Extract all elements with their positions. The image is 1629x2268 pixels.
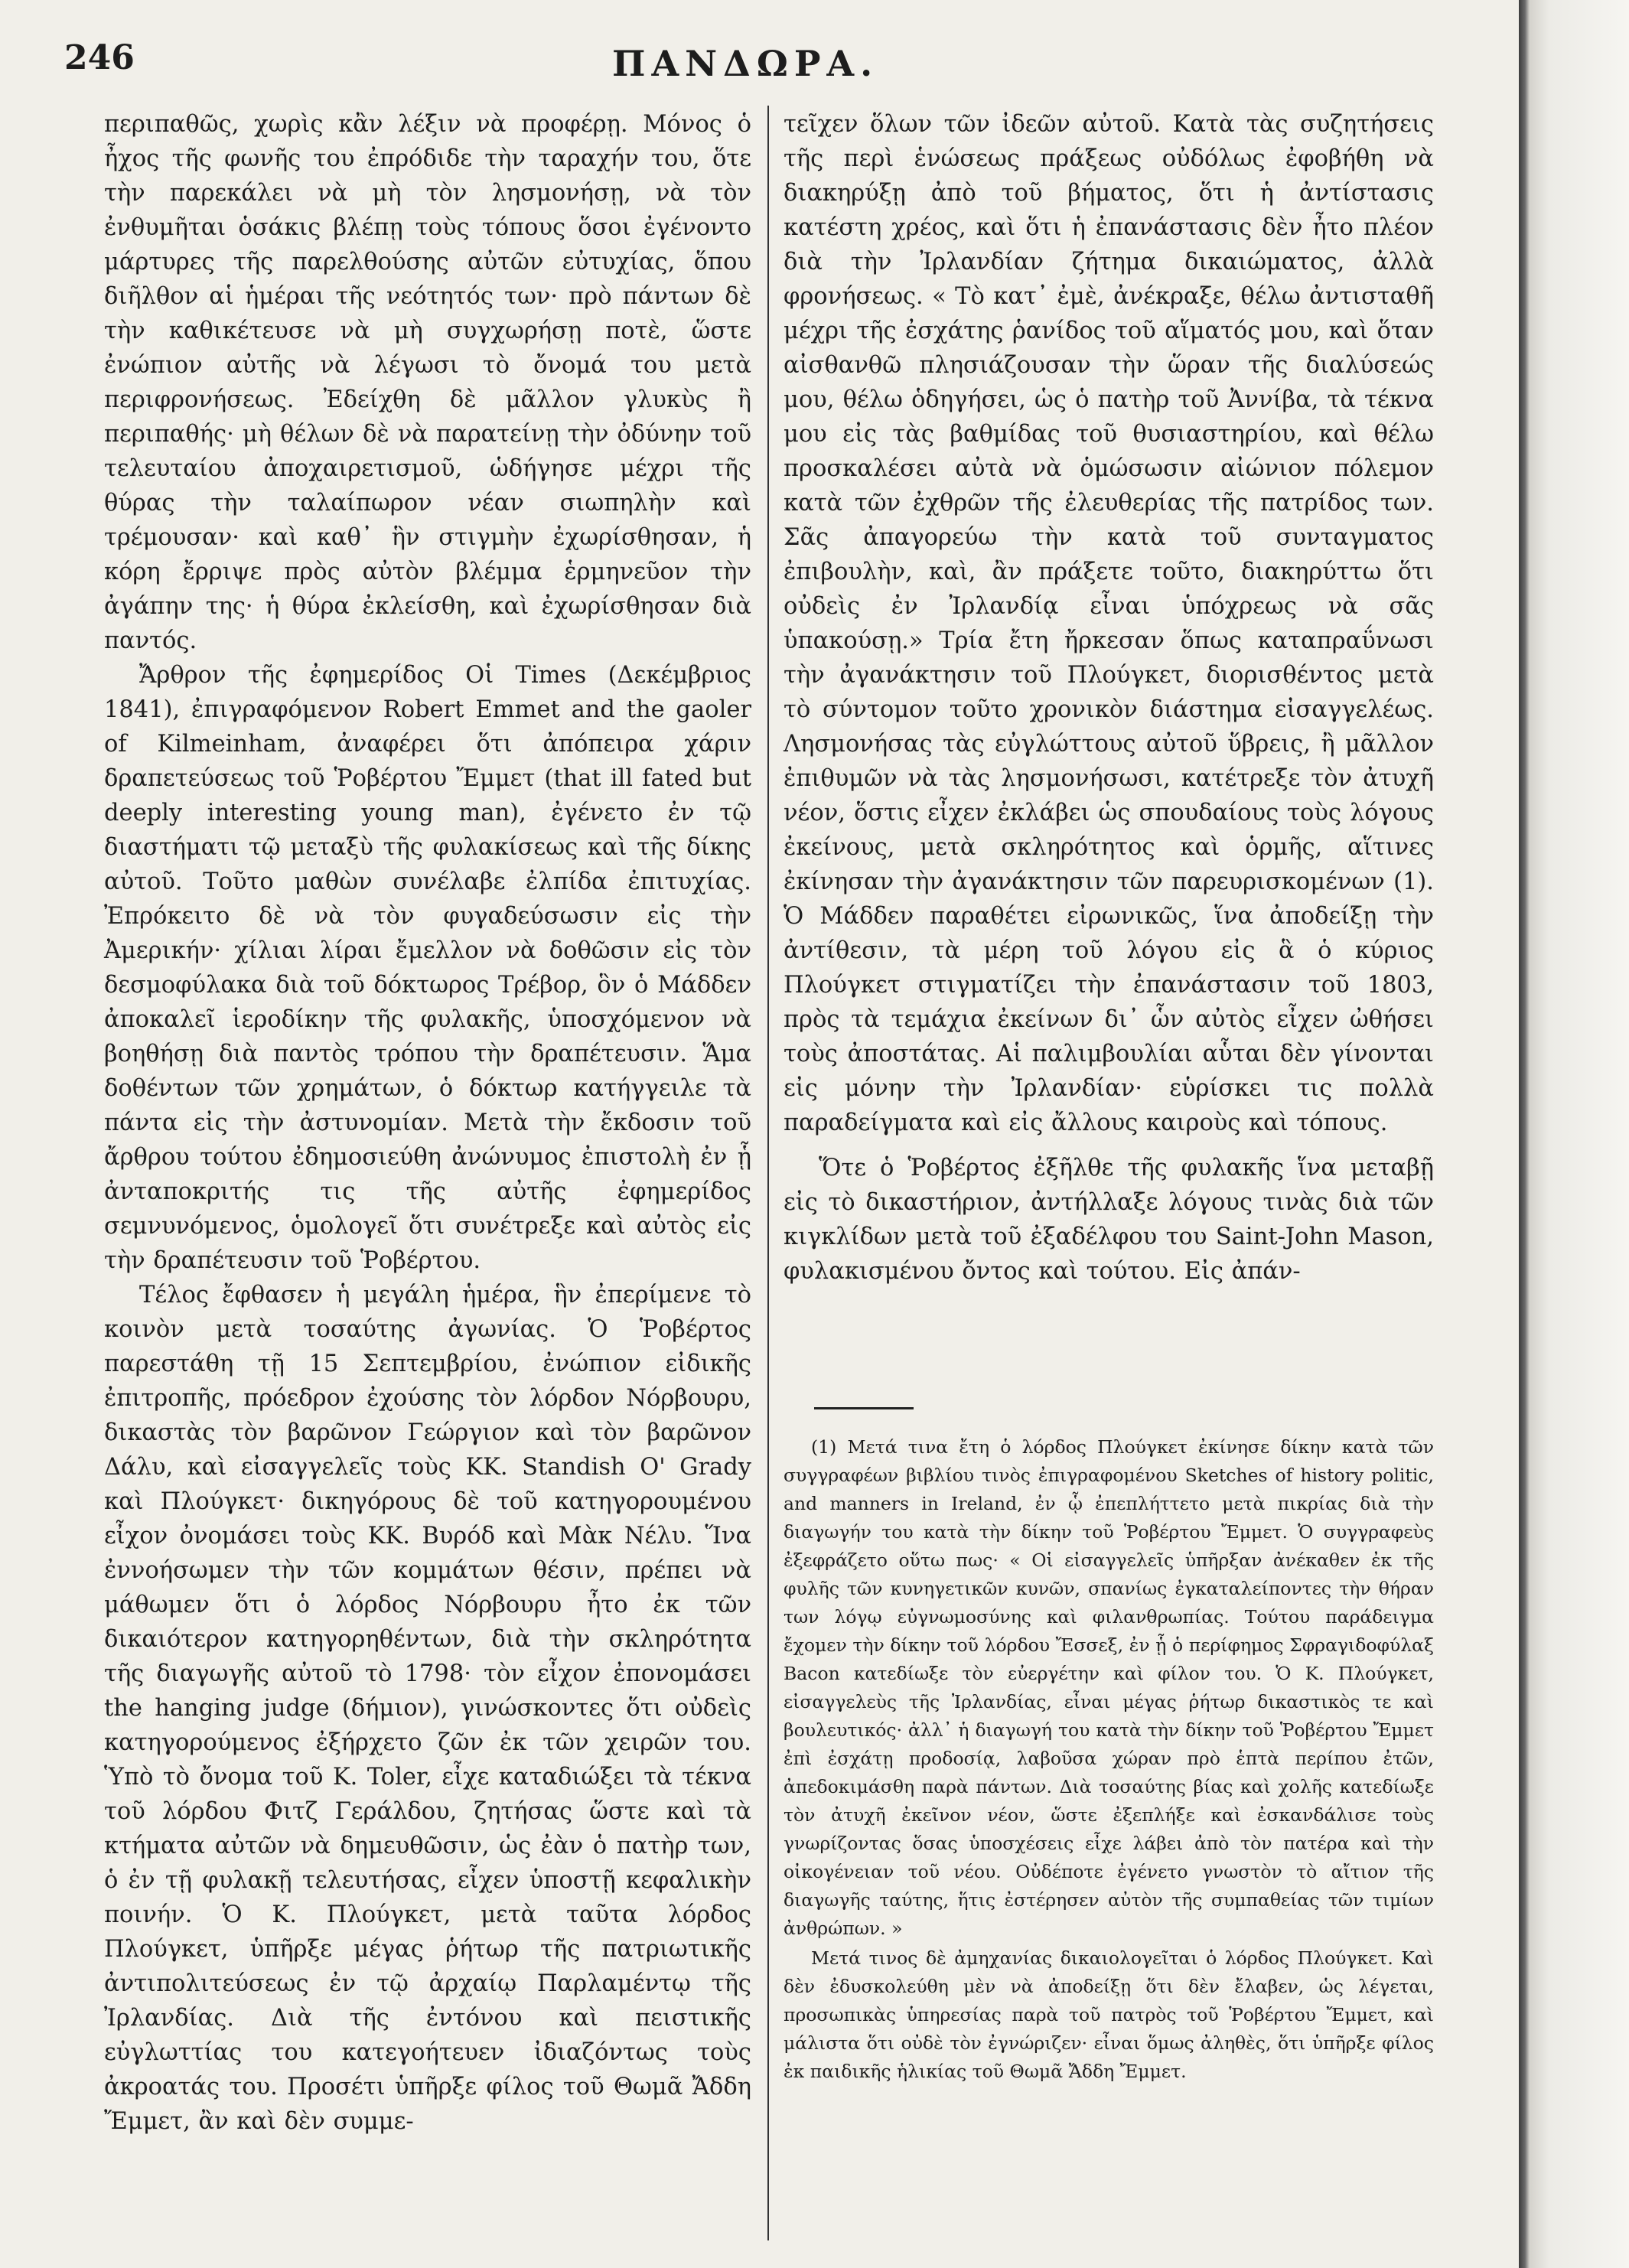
footnote-continuation: Μετά τινος δὲ ἀμηχανίας δικαιολογεῖται ὁ λόρδος Πλούγκετ. Καὶ δὲν ἐδυσκολεύθη μὲν νὰ ἀποδείξῃ ὅτι δὲν ἔλαβεν, ὡς λέγεται, προσωπικὰς ὑπηρεσίας παρὰ τοῦ πατρὸς τοῦ Ῥοβέρτου Ἔμμετ, καὶ μάλιστα ὅτι οὐδὲ τὸν ἐγνώριζεν· εἶναι ὅμως ἀληθὲς, ὅτι ὑπῆρξε φίλος ἐκ παιδικῆς ἡλικίας τοῦ Θωμᾶ Ἄδδη Ἔμμετ. — [784, 1947, 1434, 2082]
footnotes — [784, 1433, 1434, 2086]
right-column — [784, 107, 1434, 1289]
right-paragraph-1: τεῖχεν ὅλων τῶν ἰδεῶν αὐτοῦ. Κατὰ τὰς συζητήσεις τῆς περὶ ἑνώσεως πράξεως οὐδόλως ἐφοβήθη νὰ διακηρύξῃ ἀπὸ τοῦ βήματος, ὅτι ἡ ἀντίστασις κατέστη χρέος, καὶ ὅτι ἡ ἐπανάστασις δὲν ἦτο πλέον διὰ τὴν Ἰρλανδίαν ζήτημα δικαιώματος, ἀλλὰ φρονήσεως. « Τὸ κατ᾽ ἐμὲ, ἀνέκραξε, θέλω ἀντισταθῆ μέχρι τῆς ἐσχάτης ῥανίδος τοῦ αἵματός μου, καὶ ὅταν αἰσθανθῶ πλησιάζουσαν τὴν ὥραν τῆς διαλύσεώς μου, θέλω ὁδηγήσει, ὡς ὁ πατὴρ τοῦ Ἀννίβα, τὰ τέκνα μου εἰς τὰς βαθμίδας τοῦ θυσιαστηρίου, καὶ θέλω προσκαλέσει αὐτὰ νὰ ὁμώσωσιν αἰώνιον πόλεμον κατὰ τῶν ἐχθρῶν τῆς ἐλευθερίας τῆς πατρίδος των. Σᾶς ἀπαγορεύω τὴν κατὰ τοῦ συνταγματος ἐπιβουλὴν, καὶ, ἂν πράξετε τοῦτο, διακηρύττω ὅτι οὐδεὶς ἐν Ἰρλανδίᾳ εἶναι ὑπόχρεως νὰ σᾶς ὑπακούσῃ.» Τρία ἔτη ἤρκεσαν ὅπως καταπραΰνωσι τὴν ἀγανάκτησιν τοῦ Πλούγκετ, διορισθέντος μετὰ τὸ σύντομον τοῦτο χρονικὸν διάστημα εἰσαγγελέως. Λησμονήσας τὰς εὐγλώττους αὐτοῦ ὕβρεις, ἢ μᾶλλον ἐπιθυμῶν νὰ τὰς λησμονήσωσι, κατέτρεξε τὸν ἀτυχῆ νέον, ὅστις εἶχεν ἐκλάβει ὡς σπουδαίους τοὺς λόγους ἐκείνους, μετὰ σκληρότητος καὶ ὁρμῆς, αἵτινες ἐκίνησαν τὴν ἀγανάκτησιν τῶν παρευρισκομένων (1). Ὁ Μάδδεν παραθέτει εἰρωνικῶς, ἵνα ἀποδείξῃ τὴν ἀντίθεσιν, τὰ μέρη τοῦ λόγου εἰς ἃ ὁ κύριος Πλούγκετ στιγματίζει τὴν ἐπανάστασιν τοῦ 1803, πρὸς τὰ τεμάχια ἐκείνων δι᾽ ὧν αὐτὸς εἶχεν ὠθήσει τοὺς ἀποστάτας. Αἱ παλιμβουλίαι αὗται δὲν γίνονται εἰς μόνην τὴν Ἰρλανδίαν· εὑρίσκει τις πολλὰ παραδείγματα καὶ εἰς ἄλλους καιροὺς καὶ τόπους. — [784, 111, 1434, 1136]
left-paragraph-1: περιπαθῶς, χωρὶς κἂν λέξιν νὰ προφέρῃ. Μόνος ὁ ἦχος τῆς φωνῆς του ἐπρόδιδε τὴν ταραχήν του, ὅτε τὴν παρεκάλει νὰ μὴ τὸν λησμονήσῃ, νὰ τὸν ἐνθυμῆται ὁσάκις βλέπῃ τοὺς τόπους ὅσοι ἐγένοντο μάρτυρες τῆς παρελθούσης αὐτῶν εὐτυχίας, ὅπου διῆλθον αἱ ἡμέραι τῆς νεότητός των· πρὸ πάντων δὲ τὴν καθικέτευσε νὰ μὴ συγχωρήσῃ ποτὲ, ὥστε ἐνώπιον αὐτῆς νὰ λέγωσι τὸ ὄνομά του μετὰ περιφρονήσεως. Ἐδείχθη δὲ μᾶλλον γλυκὺς ἢ περιπαθής· μὴ θέλων δὲ νὰ παρατείνῃ τὴν ὀδύνην τοῦ τελευταίου ἀποχαιρετισμοῦ, ὡδήγησε μέχρι τῆς θύρας τὴν ταλαίπωρον νέαν σιωπηλὴν καὶ τρέμουσαν· καὶ καθ᾽ ἣν στιγμὴν ἐχωρίσθησαν, ἡ κόρη ἔρριψε πρὸς αὐτὸν βλέμμα ἑρμηνεῦον τὴν ἀγάπην της· ἡ θύρα ἐκλείσθη, καὶ ἐχωρίσθησαν διὰ παντός. — [104, 111, 751, 654]
footnote-separator — [814, 1407, 914, 1409]
book-spine-edge — [1519, 0, 1629, 2268]
running-title: ΠΑΝΔΩΡΑ. — [612, 43, 879, 84]
left-paragraph-3: Τέλος ἔφθασεν ἡ μεγάλη ἡμέρα, ἣν ἐπερίμενε τὸ κοινὸν μετὰ τοσαύτης ἀγωνίας. Ὁ Ῥοβέρτος παρεστάθη τῇ 15 Σεπτεμβρίου, ἐνώπιον εἰδικῆς ἐπιτροπῆς, πρόεδρον ἐχούσης τὸν λόρδον Νόρβουρυ, δικαστὰς τὸν βαρῶνον Γεώργιον καὶ τὸν βαρῶνον Δάλυ, καὶ εἰσαγγελεῖς τοὺς ΚΚ. Standish O' Grady καὶ Πλούγκετ· δικηγόρους δὲ τοῦ κατηγορουμένου εἶχον ὀνομάσει τοὺς ΚΚ. Βυρόδ καὶ Μὰκ Νέλυ. Ἵνα ἐννοήσωμεν τὴν τῶν κομμάτων θέσιν, πρέπει νὰ μάθωμεν ὅτι ὁ λόρδος Νόρβουρυ ἦτο ἐκ τῶν δικαιότερον κατηγορηθέντων, διὰ τὴν σκληρότητα τῆς διαγωγῆς αὐτοῦ τὸ 1798· τὸν εἶχον ἐπονομάσει the hanging judge (δήμιον), γινώσκοντες ὅτι οὐδεὶς κατηγορούμενος ἐξήρχετο ζῶν ἐκ τῶν χειρῶν του. Ὑπὸ τὸ ὄνομα τοῦ Κ. Toler, εἶχε καταδιώξει τὰ τέκνα τοῦ λόρδου Φιτζ Γεράλδου, ζητήσας ὥστε καὶ τὰ κτήματα αὐτῶν νὰ δημευθῶσιν, ὡς ἐὰν ὁ πατὴρ των, ὁ ἐν τῇ φυλακῇ τελευτήσας, εἶχεν ὑποστῇ κεφαλικὴν ποινήν. Ὁ Κ. Πλούγκετ, μετὰ ταῦτα λόρδος Πλούγκετ, ὑπῆρξε μέγας ῥήτωρ τῆς πατριωτικῆς ἀντιπολιτεύσεως ἐν τῷ ἀρχαίῳ Παρλαμέντῳ τῆς Ἰρλανδίας. Διὰ τῆς ἐντόνου καὶ πειστικῆς εὐγλωττίας του κατεγοήτευεν ἰδιαζόντως τοὺς ἀκροατάς του. Προσέτι ὑπῆρξε φίλος τοῦ Θωμᾶ Ἄδδη Ἔμμετ, ἂν καὶ δὲν συμμε- — [104, 1282, 751, 2135]
left-column — [104, 107, 751, 2139]
right-paragraph-2: Ὅτε ὁ Ῥοβέρτος ἐξῆλθε τῆς φυλακῆς ἵνα μεταβῇ εἰς τὸ δικαστήριον, ἀντήλλαξε λόγους τινὰς διὰ τῶν κιγκλίδων μετὰ τοῦ ἐξαδέλφου του Saint-John Mason, φυλακισμένου ὄντος καὶ τούτου. Εἰς ἀπάν- — [784, 1155, 1434, 1285]
left-paragraph-2: Ἄρθρον τῆς ἐφημερίδος Οἱ Times (Δεκέμβριος 1841), ἐπιγραφόμενον Robert Emmet and the gaoler of Kilmeinham, ἀναφέρει ὅτι ἀπόπειρα χάριν δραπετεύσεως τοῦ Ῥοβέρτου Ἔμμετ (that ill fated but deeply interesting young man), ἐγένετο ἐν τῷ διαστήματι τῷ μεταξὺ τῆς φυλακίσεως καὶ τῆς δίκης αὐτοῦ. Τοῦτο μαθὼν συνέλαβε ἐλπίδα ἐπιτυχίας. Ἐπρόκειτο δὲ νὰ τὸν φυγαδεύσωσιν εἰς τὴν Ἀμερικήν· χίλιαι λίραι ἔμελλον νὰ δοθῶσιν εἰς τὸν δεσμοφύλακα διὰ τοῦ δόκτωρος Τρέβορ, ὃν ὁ Μάδδεν ἀποκαλεῖ ἱεροδίκην τῆς φυλακῆς, ὑποσχόμενον νὰ βοηθήσῃ διὰ παντὸς τρόπου τὴν δραπέτευσιν. Ἅμα δοθέντων τῶν χρημάτων, ὁ δόκτωρ κατήγγειλε τὰ πάντα εἰς τὴν ἀστυνομίαν. Μετὰ τὴν ἔκδοσιν τοῦ ἄρθρου τούτου ἐδημοσιεύθη ἀνώνυμος ἐπιστολὴ ἐν ᾗ ἀνταποκριτής τις τῆς αὐτῆς ἐφημερίδος σεμνυνόμενος, ὁμολογεῖ ὅτι συνέτρεξε καὶ αὐτὸς εἰς τὴν δραπέτευσιν τοῦ Ῥοβέρτου. — [104, 662, 751, 1274]
footnote-1: (1) Μετά τινα ἔτη ὁ λόρδος Πλούγκετ ἐκίνησε δίκην κατὰ τῶν συγγραφέων βιβλίου τινὸς ἐπιγραφομένου Sketches of history politic, and manners in Ireland, ἐν ᾧ ἐπεπλήττετο μετὰ πικρίας διὰ τὴν διαγωγήν του κατὰ τὴν δίκην τοῦ Ῥοβέρτου Ἔμμετ. Ὁ συγγραφεὺς ἐξεφράζετο οὕτω πως· « Οἱ εἰσαγγελεῖς ὑπῆρξαν ἀνέκαθεν ἐκ τῆς φυλῆς τῶν κυνηγετικῶν κυνῶν, σπανίως ἐγκαταλείποντες τὴν θήραν των λόγῳ εὐγνωμοσύνης καὶ φιλανθρωπίας. Τούτου παράδειγμα ἔχομεν τὴν δίκην τοῦ λόρδου Ἔσσεξ, ἐν ᾗ ὁ περίφημος Σφραγιδοφύλαξ Bacon κατεδίωξε τὸν εὐεργέτην καὶ φίλον του. Ὁ Κ. Πλούγκετ, εἰσαγγελεὺς τῆς Ἰρλανδίας, εἶναι μέγας ῥήτωρ δικαστικὸς τε καὶ βουλευτικός· ἀλλ᾽ ἡ διαγωγή του κατὰ τὴν δίκην τοῦ Ῥοβέρτου Ἔμμετ ἐπὶ ἐσχάτῃ προδοσίᾳ, λαβοῦσα χώραν πρὸ ἑπτὰ περίπου ἐτῶν, ἀπεδοκιμάσθη παρὰ πάντων. Διὰ τοσαύτης βίας καὶ χολῆς κατεδίωξε τὸν ἀτυχῆ ἐκεῖνον νέον, ὥστε ἐξεπλήξε καὶ ἐσκανδάλισε τοὺς γνωρίζοντας ὅσας ὑποσχέσεις εἶχε λάβει ἀπὸ τὸν πατέρα καὶ τὴν οἰκογένειαν τοῦ νέου. Οὐδέποτε ἐγένετο γνωστὸν τὸ αἴτιον τῆς διαγωγῆς ταύτης, ἥτις ἐστέρησεν αὐτὸν τῆς συμπαθείας τῶν τιμίων ἀνθρώπων. » — [784, 1436, 1434, 1939]
page-number: 246 — [64, 38, 135, 77]
column-divider — [767, 106, 769, 2240]
